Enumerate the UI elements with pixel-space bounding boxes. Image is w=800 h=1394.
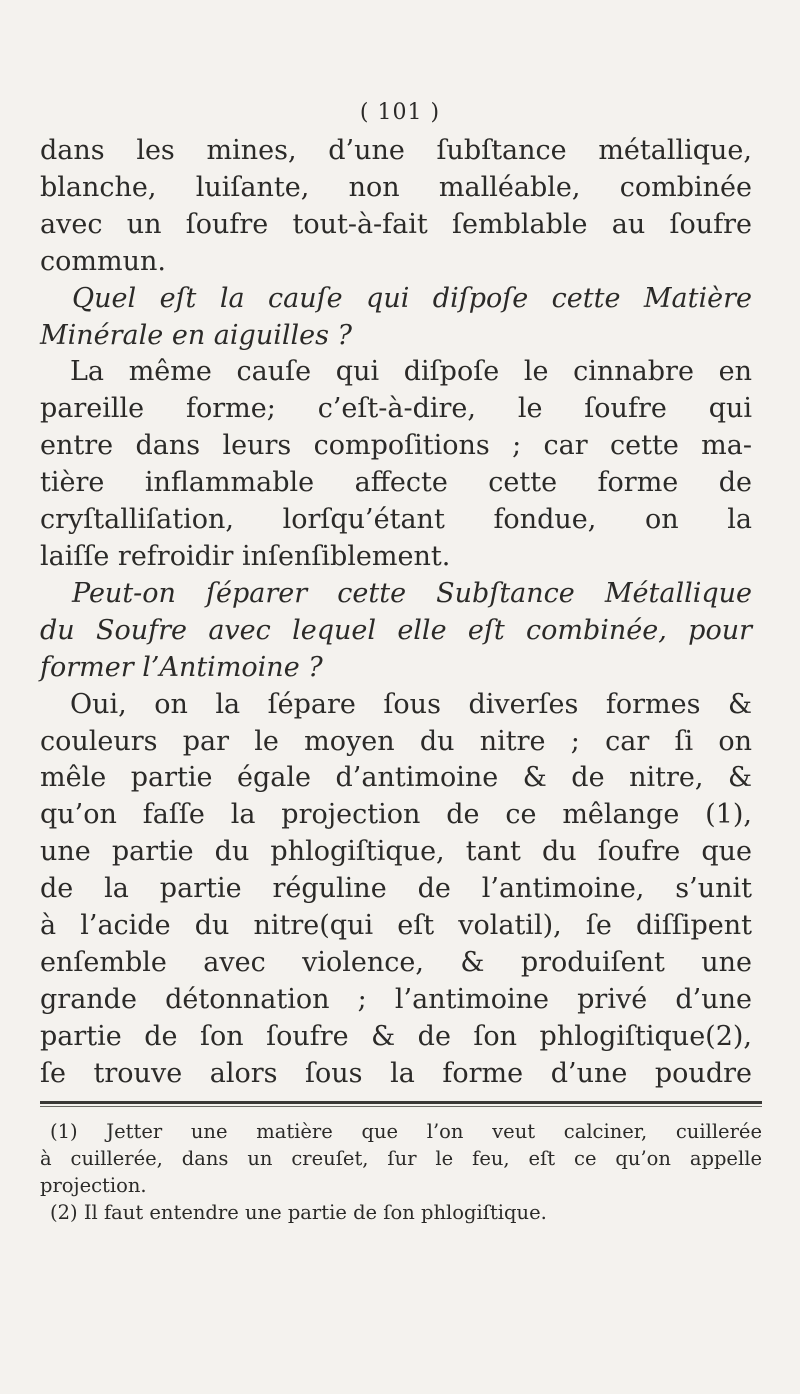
footnote-line: (2) Il faut entendre une partie de ſon phlogiſtique. — [50, 1201, 547, 1224]
body-line: avec un ſoufre tout-à-fait ſemblable au ſoufre — [40, 208, 752, 240]
body-line: La même cauſe qui diſpoſe le cinnabre en — [70, 356, 752, 388]
body-line: partie de ſon ſoufre & de ſon phlogiſtique(2), — [40, 1020, 752, 1052]
footnote-line: projection. — [40, 1174, 147, 1197]
body-line: à l’acide du nitre(qui eſt volatil), ſe diſſipent — [40, 910, 752, 942]
body-line: pareille forme; c’eſt-à-dire, le ſoufre qui — [40, 393, 752, 425]
question-line: Quel eſt la cauſe qui diſpoſe cette Matière — [72, 282, 752, 314]
body-text — [40, 133, 752, 1093]
body-line: Oui, on la ſépare ſous diverſes formes & — [70, 688, 752, 720]
page-number: ( 101 ) — [359, 100, 441, 125]
footnote-rule-thin — [40, 1106, 762, 1107]
body-line: une partie du phlogiſtique, tant du ſoufre que — [40, 836, 752, 868]
footnote-line: (1) Jetter une matière que l’on veut calciner, cuillerée — [50, 1120, 762, 1143]
body-line: cryſtalliſation, lorſqu’étant fondue, on la — [40, 504, 752, 536]
body-line: entre dans leurs compoſitions ; car cette ma- — [40, 430, 752, 462]
body-line: enſemble avec violence, & produiſent une — [40, 946, 752, 978]
footnote-rule — [40, 1101, 762, 1104]
footnote-line: à cuillerée, dans un creuſet, ſur le feu, eſt ce qu’on appelle — [40, 1147, 762, 1170]
question-line: du Soufre avec lequel elle eſt combinée, pour — [40, 614, 752, 646]
body-line: laiſſe refroidir inſenſiblement. — [40, 540, 451, 572]
body-line: grande détonnation ; l’antimoine privé d’une — [40, 983, 752, 1015]
body-line: blanche, luiſante, non malléable, combinée — [40, 171, 752, 203]
body-line: commun. — [40, 245, 166, 277]
question-line: former l’Antimoine ? — [40, 651, 323, 683]
body-line: tière inflammable affecte cette forme de — [40, 467, 752, 499]
body-line: de la partie réguline de l’antimoine, s’unit — [40, 873, 752, 905]
question-line: Peut-on ſéparer cette Subſtance Métallique — [72, 577, 752, 609]
question-line: Minérale en aiguilles ? — [40, 319, 353, 351]
body-line: couleurs par le moyen du nitre ; car ſi on — [40, 725, 752, 757]
footnotes — [40, 1118, 762, 1226]
body-line: ſe trouve alors ſous la forme d’une poudre — [40, 1057, 752, 1089]
body-line: dans les mines, d’une ſubſtance métallique, — [40, 135, 752, 166]
body-line: qu’on faſſe la projection de ce mêlange (1), — [40, 799, 752, 831]
body-line: mêle partie égale d’antimoine & de nitre, & — [40, 762, 752, 794]
